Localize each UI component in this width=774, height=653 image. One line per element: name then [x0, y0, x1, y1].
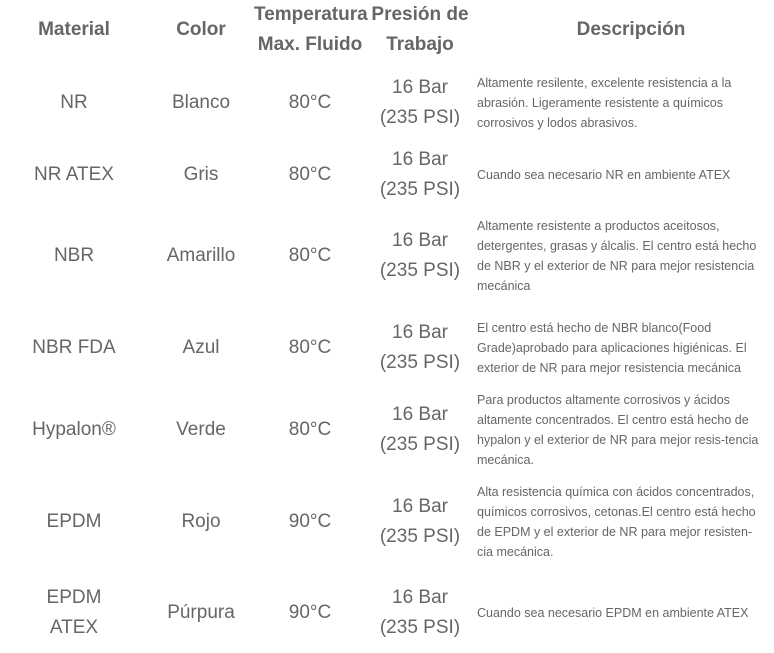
temperature-cell: 80°C [288, 164, 332, 185]
pressure-psi: (235 PSI) [379, 179, 461, 200]
color-cell: Azul [182, 337, 220, 358]
pressure-psi: (235 PSI) [379, 526, 461, 547]
material-name: EPDM [46, 511, 102, 532]
header-color: Color [176, 19, 226, 40]
pressure-cell [366, 205, 474, 307]
material-name: NR [60, 91, 88, 113]
pressure-psi: (235 PSI) [379, 352, 461, 373]
temperature-cell: 80°C [288, 245, 332, 266]
temperature-cell: 90°C [288, 602, 332, 623]
color-cell: Rojo [181, 511, 221, 532]
description-cell: Cuando sea necesario EPDM en ambiente ATEX [477, 606, 749, 620]
temperature-cell: 80°C [288, 91, 332, 113]
pressure-bar: 16 Bar [392, 149, 448, 170]
description-cell: Altamente resistente a productos aceitosos, detergentes, grasas y álcalis. El centro está hecho de NBR y el exterior de NR para mejor resistencia mecánica [477, 219, 757, 293]
pressure-psi: (235 PSI) [379, 260, 461, 281]
header-pressure-line1: Presión de [371, 4, 469, 25]
color-cell: Amarillo [166, 245, 236, 266]
pressure-bar: 16 Bar [392, 587, 448, 608]
temperature-cell: 80°C [288, 419, 332, 440]
pressure-psi: (235 PSI) [379, 434, 461, 455]
header-description: Descripción [576, 19, 686, 40]
pressure-cell [366, 145, 474, 205]
table-row [0, 471, 774, 573]
color-cell: Gris [183, 164, 219, 185]
material-name: EPDM [46, 587, 102, 608]
pressure-cell [366, 471, 474, 573]
material-cell [0, 145, 148, 205]
description-cell: Cuando sea necesario NR en ambiente ATEX [477, 168, 731, 182]
pressure-bar: 16 Bar [392, 496, 448, 517]
header-material: Material [38, 19, 110, 40]
table-row [0, 573, 774, 653]
temperature-cell: 80°C [288, 337, 332, 358]
material-cell [0, 307, 148, 389]
table-row [0, 389, 774, 471]
material-cell [0, 205, 148, 307]
material-name: NBR [53, 245, 95, 266]
pressure-bar: 16 Bar [392, 404, 448, 425]
header-temperature-line1: Temperatura [254, 4, 368, 25]
header-row [0, 0, 774, 60]
material-name: NBR FDA [32, 337, 116, 358]
pressure-psi: (235 PSI) [379, 617, 461, 638]
pressure-bar: 16 Bar [392, 76, 448, 98]
table-row [0, 145, 774, 205]
description-cell: El centro está hecho de NBR blanco(Food Grade)aprobado para aplicaciones higiénicas. El exterior de NR para mejor resistencia mecánica [477, 321, 747, 375]
header-pressure [366, 0, 474, 60]
header-temperature-line2: Max. Fluido [257, 34, 363, 55]
pressure-psi: (235 PSI) [379, 106, 461, 128]
table-row [0, 307, 774, 389]
color-cell: Verde [176, 419, 226, 440]
header-temperature [254, 0, 366, 60]
pressure-cell [366, 60, 474, 145]
description-cell: Alta resistencia química con ácidos concentrados, químicos corrosivos, cetonas.El centro está hecho de EPDM y el exterior de NR para mejor resisten-cia mecánica. [477, 485, 756, 559]
pressure-cell [366, 389, 474, 471]
pressure-bar: 16 Bar [392, 230, 448, 251]
material-cell [0, 471, 148, 573]
material-name-line2: ATEX [49, 617, 99, 638]
table-row [0, 60, 774, 145]
temperature-cell: 90°C [288, 511, 332, 532]
material-name: NR ATEX [34, 164, 114, 185]
color-cell: Blanco [171, 91, 231, 113]
table-row [0, 205, 774, 307]
header-pressure-line2: Trabajo [386, 34, 454, 55]
color-cell: Púrpura [167, 602, 235, 623]
pressure-cell [366, 573, 474, 653]
material-name: Hypalon® [32, 419, 116, 440]
material-cell [0, 573, 148, 653]
material-cell [0, 60, 148, 145]
pressure-cell [366, 307, 474, 389]
pressure-bar: 16 Bar [392, 322, 448, 343]
description-cell: Para productos altamente corrosivos y ácidos altamente concentrados. El centro está hecho de hypalon y el exterior de NR para mejor resis-tencia mecánica. [477, 393, 759, 467]
description-cell: Altamente resilente, excelente resistencia a la abrasión. Ligeramente resistente a químicos corrosivos y lodos abrasivos. [477, 75, 732, 130]
material-cell [0, 389, 148, 471]
